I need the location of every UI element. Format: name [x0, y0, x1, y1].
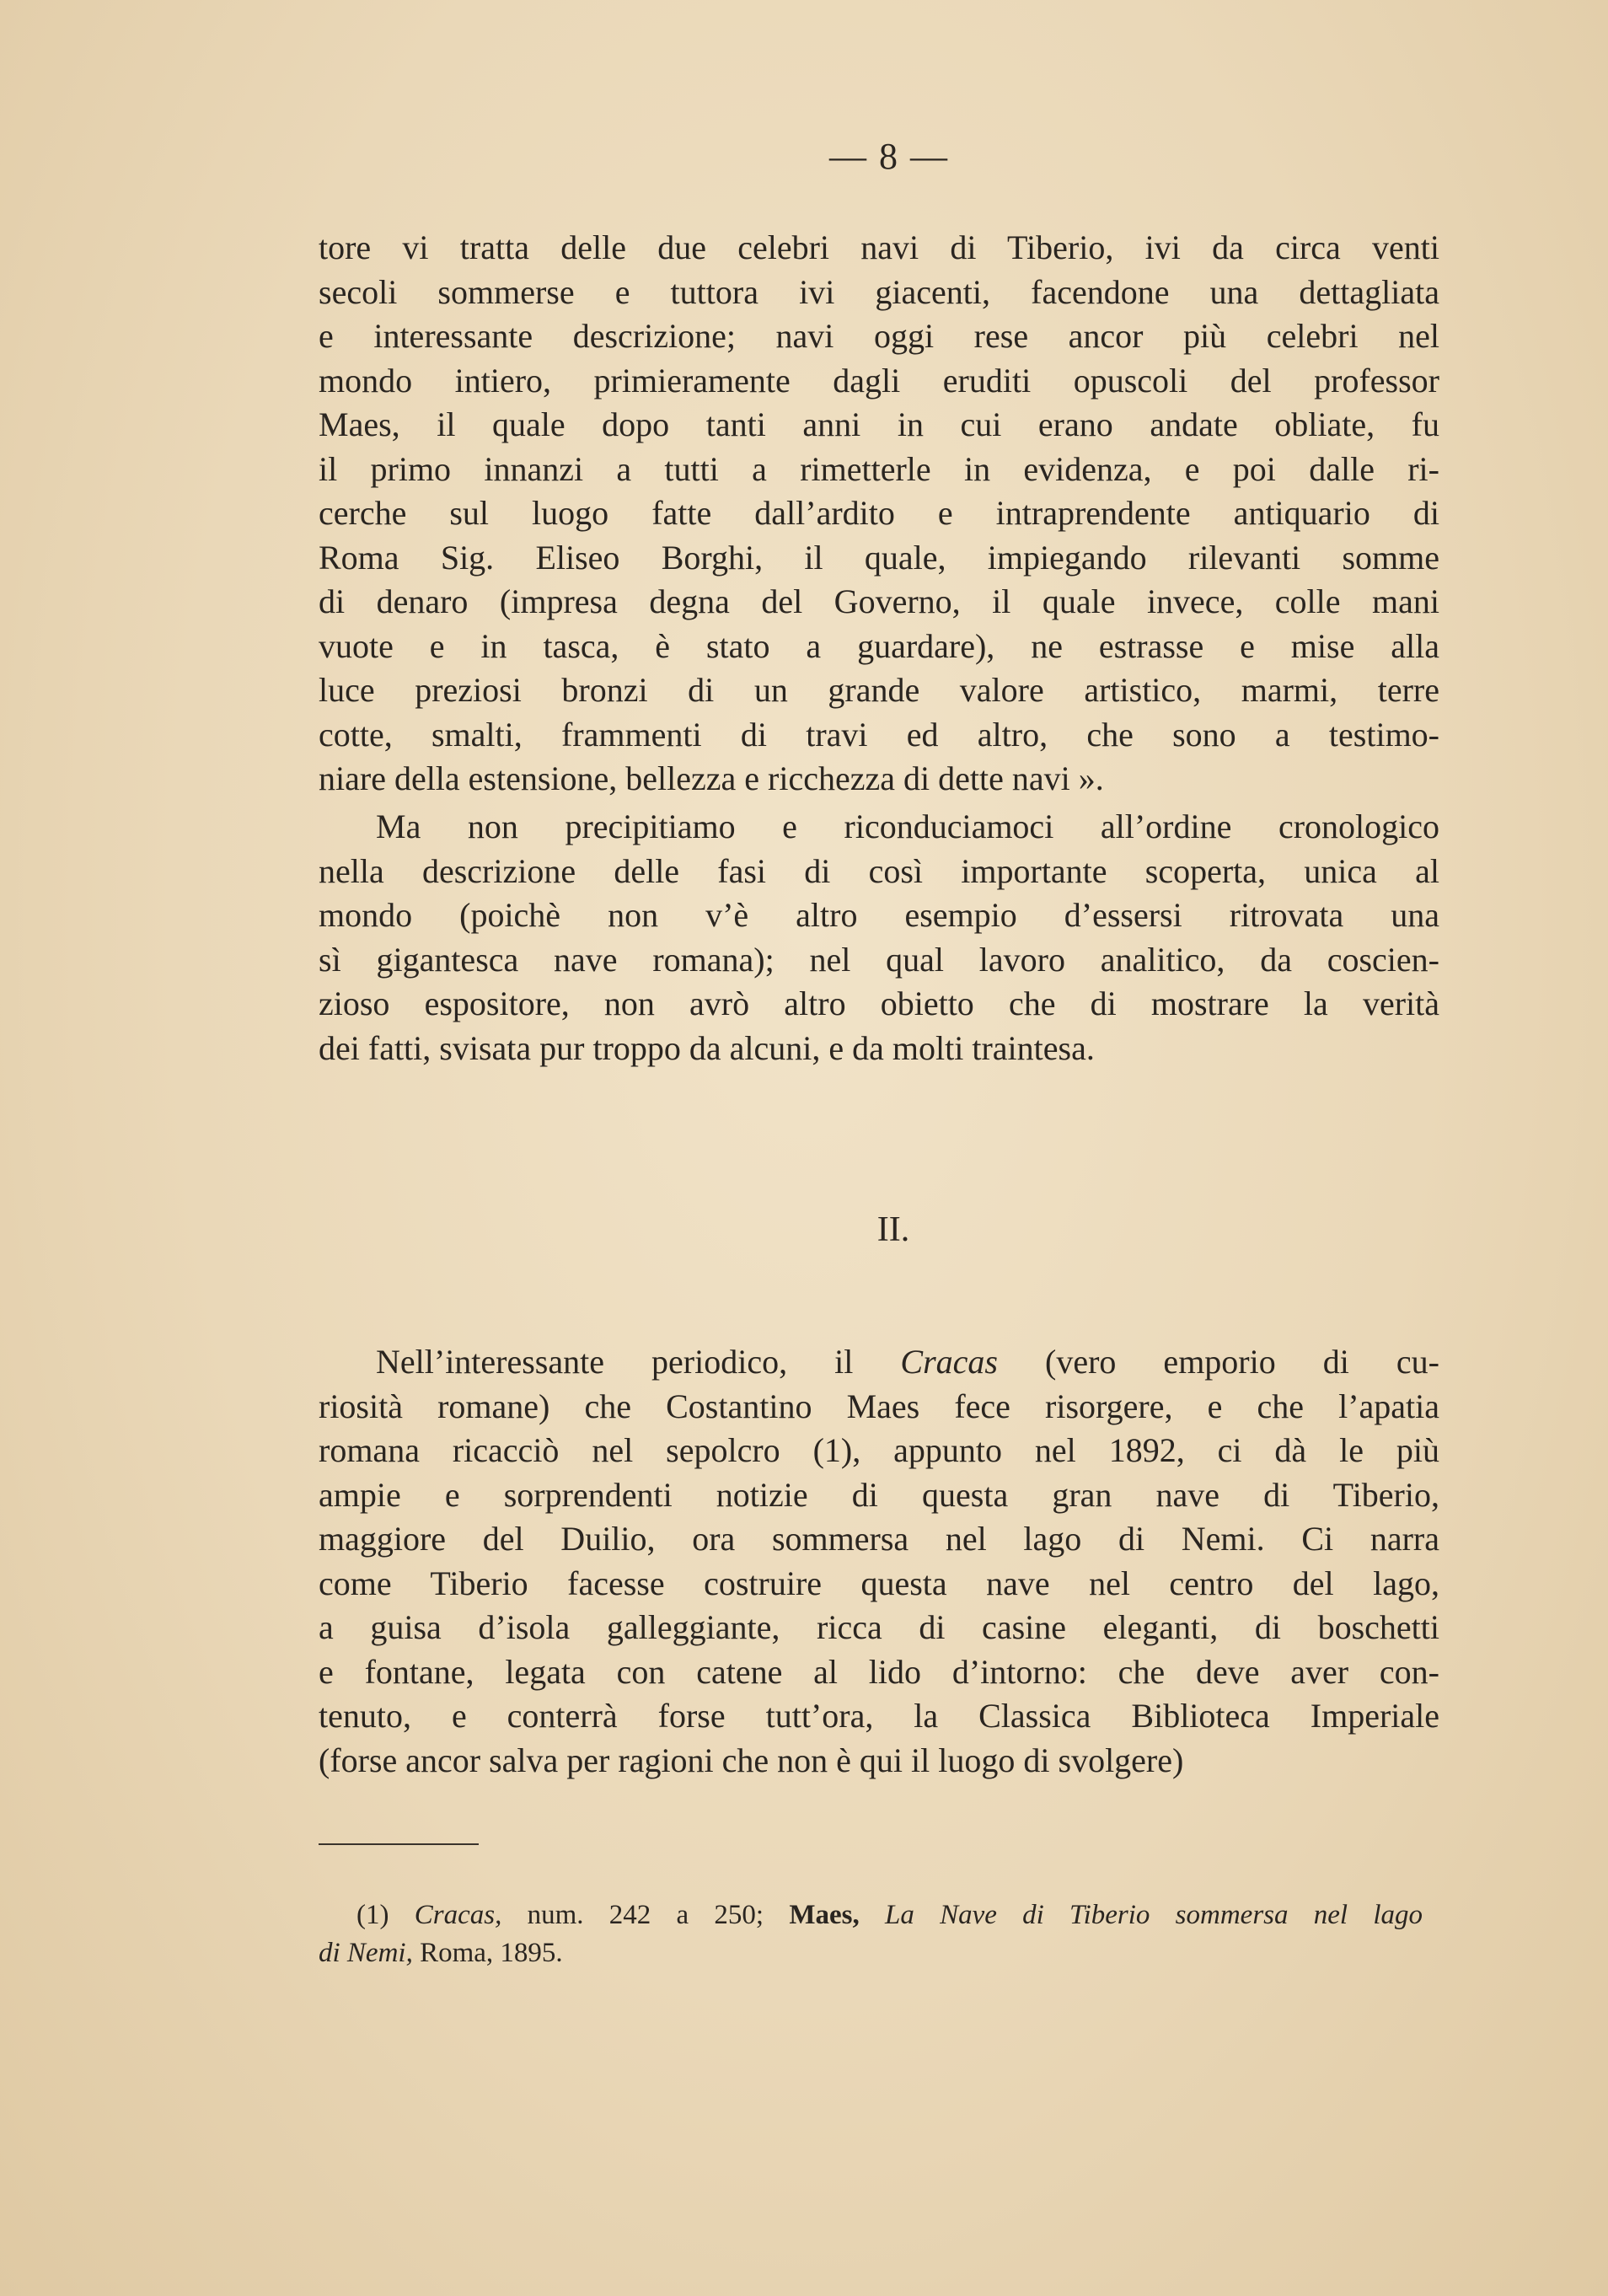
text-run: Roma, 1895. — [412, 1938, 563, 1968]
paragraph-2-line: zioso espositore, non avrò altro obietto che di mostrare la verità — [319, 984, 1439, 1022]
footnote-line — [319, 1934, 1423, 1972]
paragraph-1-line: vuote e in tasca, è stato a guardare), ne estrasse e mise alla — [319, 626, 1439, 665]
footnote-book-title: La Nave di Tiberio sommersa nel lago — [859, 1900, 1423, 1930]
paragraph-1-line: cerche sul luogo fatte dall’ardito e intraprendente antiquario di — [319, 494, 1439, 532]
paragraph-3-line: romana ricacciò nel sepolcro (1), appunto nel 1892, ci dà le più — [319, 1431, 1439, 1469]
footnote-book-title: di Nemi, — [319, 1938, 413, 1968]
paragraph-1-line: e interessante descrizione; navi oggi rese ancor più celebri nel — [319, 317, 1439, 355]
paragraph-1-line: il primo innanzi a tutti a rimetterle in evidenza, e poi dalle ri- — [319, 449, 1439, 488]
paragraph-2-line: dei fatti, svisata pur troppo da alcuni, e da molti traintesa. — [319, 1028, 1095, 1067]
paragraph-2-line: Ma non precipitiamo e riconduciamoci all’ordine cronologico — [376, 807, 1439, 845]
paragraph-1-line: Roma Sig. Eliseo Borghi, il quale, impiegando rilevanti somme — [319, 538, 1439, 577]
paragraph-3-line: come Tiberio facesse costruire questa nave nel centro del lago, — [319, 1564, 1439, 1602]
paragraph-3 — [319, 1340, 1439, 1783]
paragraph-3-line — [319, 1340, 1439, 1385]
paragraph-1-line: di denaro (impresa degna del Governo, il quale invece, colle mani — [319, 582, 1439, 620]
paragraph-2-line: sì gigantesca nave romana); nel qual lavoro analitico, da coscien- — [319, 940, 1439, 979]
footnote-periodical: Cracas, — [414, 1900, 502, 1930]
text-run: (vero emporio di cu- — [997, 1343, 1439, 1381]
footnote-marker: (1) — [356, 1900, 415, 1930]
footnote-divider — [319, 1843, 479, 1845]
paragraph-2-line: mondo (poichè non v’è altro esempio d’essersi ritrovata una — [319, 896, 1439, 934]
paragraph-3-line: e fontane, legata con catene al lido d’intorno: che deve aver con- — [319, 1652, 1439, 1691]
paragraph-1-line: luce preziosi bronzi di un grande valore artistico, marmi, terre — [319, 671, 1439, 709]
paragraph-1-line: secoli sommerse e tuttora ivi giacenti, facendone una dettagliata — [319, 272, 1439, 311]
paragraph-3-line: (forse ancor salva per ragioni che non è qui il luogo di svolgere) — [319, 1741, 1184, 1779]
footnote-line — [319, 1896, 1423, 1934]
paragraph-1-line: niare della estensione, bellezza e ricchezza di dette navi ». — [319, 759, 1104, 797]
footnote — [319, 1896, 1423, 1972]
section-heading: II. — [876, 1210, 910, 1249]
page-number: — 8 — — [829, 136, 949, 177]
paragraph-2 — [319, 805, 1439, 1070]
periodical-title: Cracas — [900, 1343, 998, 1381]
paragraph-3-line: tenuto, e conterrà forse tutt’ora, la Classica Biblioteca Imperiale — [319, 1697, 1439, 1735]
paragraph-3-line: ampie e sorprendenti notizie di questa gran nave di Tiberio, — [319, 1475, 1439, 1514]
footnote-author: Maes, — [789, 1900, 860, 1930]
paragraph-1-line: cotte, smalti, frammenti di travi ed altro, che sono a testimo- — [319, 715, 1439, 754]
paragraph-1-line: tore vi tratta delle due celebri navi di Tiberio, ivi da circa venti — [319, 228, 1439, 266]
text-run: Nell’interessante periodico, il — [376, 1343, 901, 1381]
paragraph-1 — [319, 226, 1439, 802]
paragraph-3-line: riosità romane) che Costantino Maes fece risorgere, e che l’apatia — [319, 1387, 1439, 1425]
paragraph-2-line: nella descrizione delle fasi di così importante scoperta, unica al — [319, 851, 1439, 890]
paragraph-1-line: mondo intiero, primieramente dagli eruditi opuscoli del professor — [319, 361, 1439, 400]
paragraph-3-line: maggiore del Duilio, ora sommersa nel lago di Nemi. Ci narra — [319, 1520, 1439, 1558]
paragraph-3-line: a guisa d’isola galleggiante, ricca di casine eleganti, di boschetti — [319, 1608, 1439, 1646]
text-run: num. 242 a 250; — [501, 1900, 790, 1930]
paragraph-1-line: Maes, il quale dopo tanti anni in cui erano andate obliate, fu — [319, 405, 1439, 443]
